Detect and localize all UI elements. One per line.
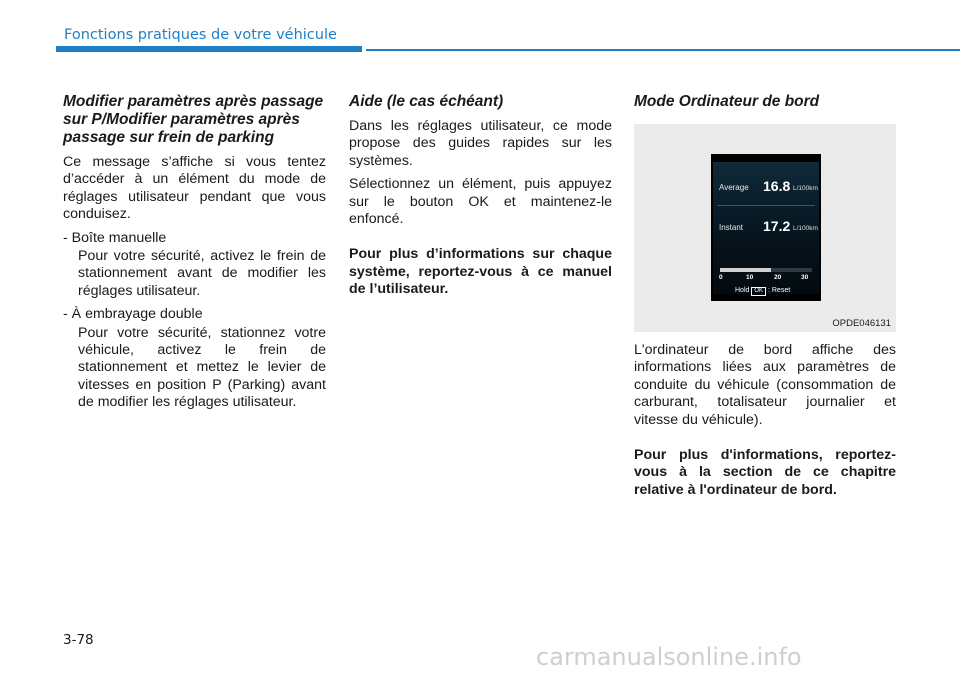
instant-value: 17.2: [763, 218, 791, 234]
paragraph-trip-computer: L'ordinateur de bord affiche des informations liées aux paramètres de conduite du véhicule (consommation de carburant, totalisateur journalier et vitesse du véhicule).: [634, 342, 896, 428]
cluster-display: [711, 154, 821, 301]
gauge-tick-30: 30: [801, 274, 809, 281]
paragraph-help-1: Dans les réglages utilisateur, ce mode propose des guides rapides sur les systèmes.: [349, 118, 612, 169]
list-item-text-manual: Pour votre sécurité, activez le frein de stationnement avant de modifier les réglages utilisateur.: [78, 248, 326, 299]
heading-help: Aide (le cas échéant): [349, 93, 504, 110]
average-label: Average: [719, 183, 749, 192]
note-trip-computer: Pour plus d'informations, reportez-vous à la section de ce chapitre relative à l'ordinateur de bord.: [634, 447, 896, 498]
heading-trip-computer: Mode Ordinateur de bord: [634, 93, 820, 110]
page-number: 3-78: [63, 632, 94, 648]
trip-computer-figure: [634, 124, 896, 332]
spacer: [634, 435, 896, 447]
paragraph-intro: Ce message s’affiche si vous tentez d’accéder à un élément du mode de réglages utilisateur pendant que vous conduisez.: [63, 154, 326, 223]
list-item-label-dual-clutch: - À embrayage double: [63, 306, 203, 323]
list-item-label-manual: - Boîte manuelle: [63, 229, 167, 246]
display-divider: [717, 205, 815, 206]
average-unit: L/100km: [793, 185, 818, 192]
gauge-tick-0: 0: [719, 274, 723, 281]
hold-prefix: Hold: [735, 287, 750, 294]
average-value: 16.8: [763, 178, 791, 194]
list-item-text-dual-clutch: Pour votre sécurité, stationnez votre véhicule, activez le frein de stationnement et mettez le levier de vitesses en position P (Parking) avant de modifier les réglages utilisateur.: [78, 324, 326, 411]
column-left: [63, 93, 326, 418]
header-rule-thin: [366, 49, 960, 51]
instant-label: Instant: [719, 223, 744, 232]
watermark: carmanualsonline.info: [536, 643, 802, 671]
heading-parking-settings: Modifier paramètres après passage sur P/Modifier paramètres après passage sur frein de parking: [63, 93, 324, 146]
spacer: [349, 234, 612, 246]
gauge-tick-20: 20: [774, 274, 782, 281]
column-right: [634, 93, 896, 505]
paragraph-help-2: Sélectionnez un élément, puis appuyez sur le bouton OK et maintenez-le enfoncé.: [349, 176, 612, 228]
gauge-fill: [720, 268, 771, 272]
instant-unit: L/100km: [793, 225, 818, 232]
consumption-gauge: [720, 268, 812, 272]
note-help: Pour plus d’informations sur chaque système, reportez-vous à ce manuel de l’utilisateur.: [349, 246, 612, 298]
header-rule-thick: [56, 46, 362, 52]
column-middle: [349, 93, 612, 305]
section-title: Fonctions pratiques de votre véhicule: [64, 27, 337, 43]
hold-suffix: : Reset: [767, 287, 791, 294]
gauge-tick-10: 10: [746, 274, 754, 281]
ok-key-icon: OK: [751, 287, 766, 296]
figure-code: OPDE046131: [832, 318, 891, 329]
hold-reset-hint: [735, 287, 790, 296]
display-panel: [713, 162, 819, 294]
